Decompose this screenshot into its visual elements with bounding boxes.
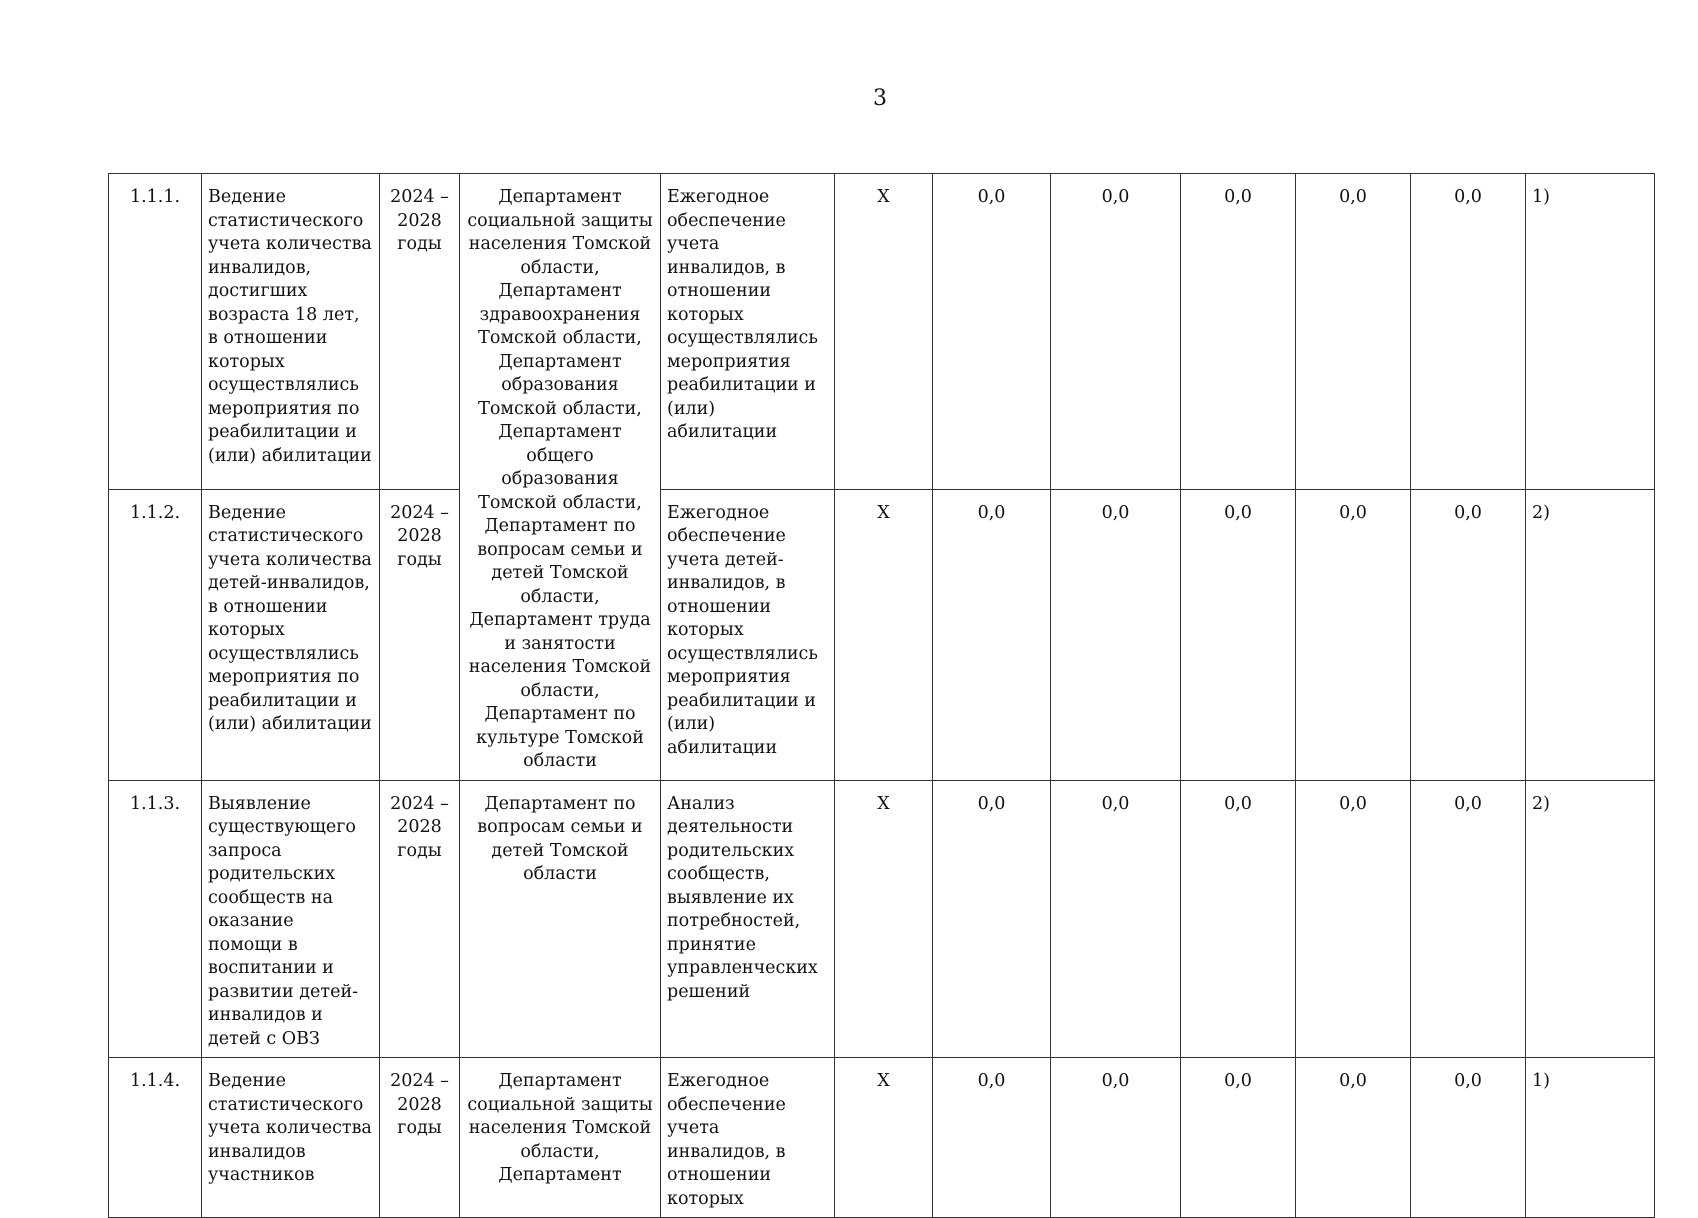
expected-result: Ежегодное обеспечение учета инвалидов, в отношении которых xyxy=(661,1058,835,1218)
executor: Департамент социальной защиты населения Томской области, Департамент здравоохранения Томской области, Департамент образования Томской области, Департамент общего образования Томской области, Департамент по вопросам семьи и детей Томской области, Департамент труда и занятости населения Томской области, Департамент по культуре Томской области xyxy=(460,174,661,781)
value-cell: 0,0 xyxy=(1181,1058,1296,1218)
table-row xyxy=(109,489,1655,780)
period: 2024 – 2028 годы xyxy=(380,489,460,780)
note-cell: 2) xyxy=(1526,489,1655,780)
value-cell: 0,0 xyxy=(1296,1058,1411,1218)
note-cell: 1) xyxy=(1526,174,1655,490)
measure-name: Ведение статистического учета количества инвалидов, достигших возраста 18 лет, в отношении которых осуществлялись мероприятия по реабилитации и (или) абилитации xyxy=(202,174,380,490)
mark-cell: Х xyxy=(835,489,933,780)
expected-result: Ежегодное обеспечение учета инвалидов, в отношении которых осуществлялись мероприятия реабилитации и (или) абилитации xyxy=(661,174,835,490)
value-cell: 0,0 xyxy=(1051,1058,1181,1218)
value-cell: 0,0 xyxy=(1181,174,1296,490)
measures-table xyxy=(108,173,1655,1218)
row-number: 1.1.1. xyxy=(109,174,202,490)
note-cell: 2) xyxy=(1526,780,1655,1058)
value-cell: 0,0 xyxy=(1181,780,1296,1058)
value-cell: 0,0 xyxy=(1051,780,1181,1058)
expected-result: Анализ деятельности родительских сообществ, выявление их потребностей, принятие управленческих решений xyxy=(661,780,835,1058)
value-cell: 0,0 xyxy=(1411,780,1526,1058)
measure-name: Ведение статистического учета количества детей-инвалидов, в отношении которых осуществлялись мероприятия по реабилитации и (или) абилитации xyxy=(202,489,380,780)
value-cell: 0,0 xyxy=(933,174,1051,490)
value-cell: 0,0 xyxy=(1411,489,1526,780)
table-row xyxy=(109,174,1655,490)
note-cell: 1) xyxy=(1526,1058,1655,1218)
executor: Департамент по вопросам семьи и детей Томской области xyxy=(460,780,661,1058)
measure-name: Выявление существующего запроса родительских сообществ на оказание помощи в воспитании и развитии детей-инвалидов и детей с ОВЗ xyxy=(202,780,380,1058)
value-cell: 0,0 xyxy=(1181,489,1296,780)
value-cell: 0,0 xyxy=(933,1058,1051,1218)
value-cell: 0,0 xyxy=(1296,489,1411,780)
period: 2024 – 2028 годы xyxy=(380,174,460,490)
period: 2024 – 2028 годы xyxy=(380,1058,460,1218)
row-number: 1.1.4. xyxy=(109,1058,202,1218)
period: 2024 – 2028 годы xyxy=(380,780,460,1058)
value-cell: 0,0 xyxy=(1296,174,1411,490)
value-cell: 0,0 xyxy=(933,780,1051,1058)
expected-result: Ежегодное обеспечение учета детей-инвалидов, в отношении которых осуществлялись мероприятия реабилитации и (или) абилитации xyxy=(661,489,835,780)
row-number: 1.1.3. xyxy=(109,780,202,1058)
value-cell: 0,0 xyxy=(1051,489,1181,780)
row-number: 1.1.2. xyxy=(109,489,202,780)
value-cell: 0,0 xyxy=(1411,174,1526,490)
table-row xyxy=(109,780,1655,1058)
table-row xyxy=(109,1058,1655,1218)
mark-cell: Х xyxy=(835,1058,933,1218)
value-cell: 0,0 xyxy=(1296,780,1411,1058)
page-number: 3 xyxy=(873,86,887,111)
value-cell: 0,0 xyxy=(1051,174,1181,490)
measure-name: Ведение статистического учета количества инвалидов участников xyxy=(202,1058,380,1218)
mark-cell: Х xyxy=(835,780,933,1058)
value-cell: 0,0 xyxy=(1411,1058,1526,1218)
mark-cell: Х xyxy=(835,174,933,490)
value-cell: 0,0 xyxy=(933,489,1051,780)
executor: Департамент социальной защиты населения Томской области, Департамент xyxy=(460,1058,661,1218)
